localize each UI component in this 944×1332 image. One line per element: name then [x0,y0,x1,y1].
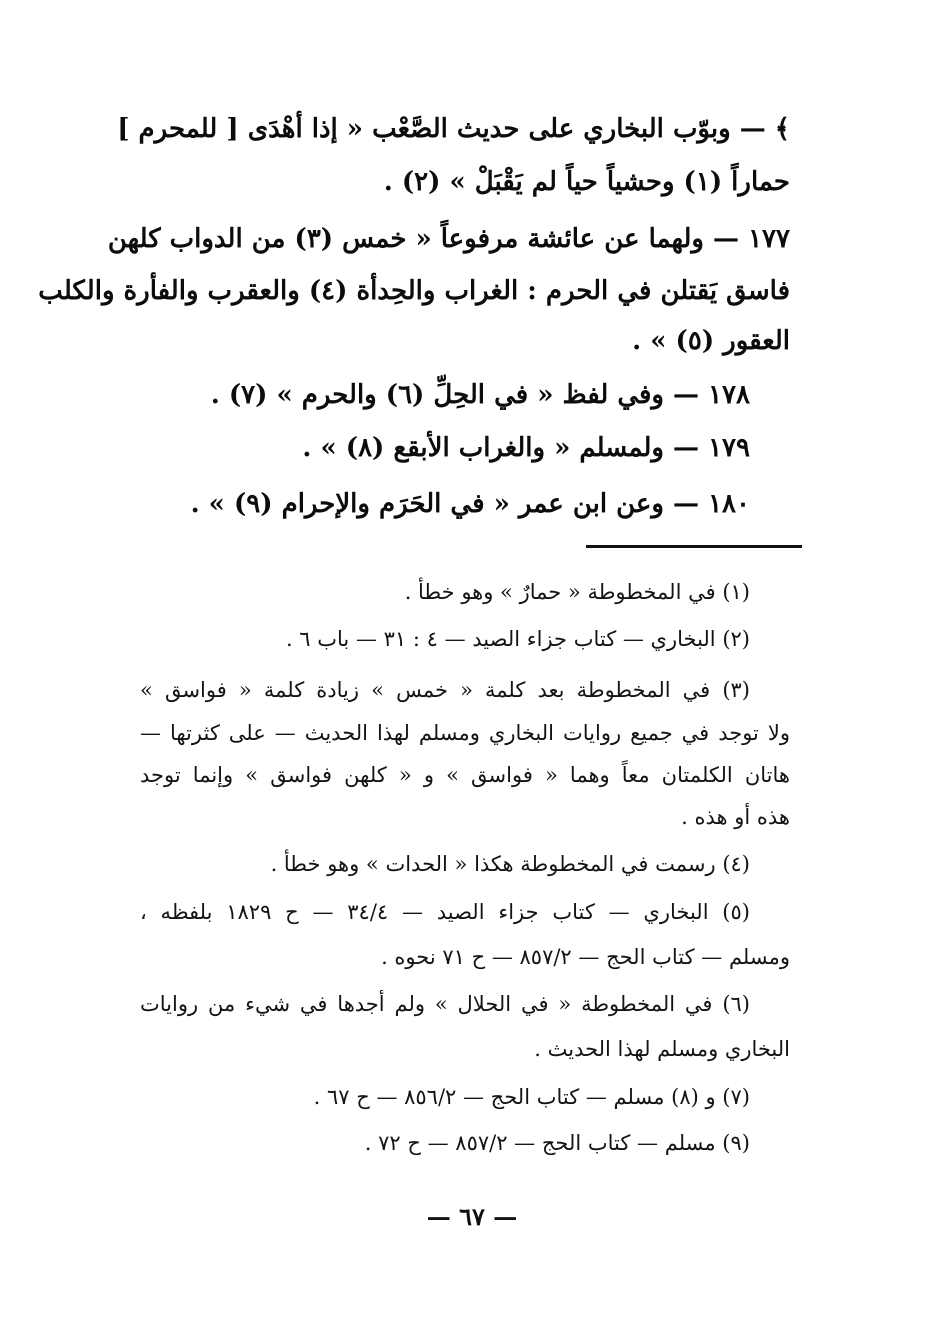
footnote-3-line-4: هذه أو هذه . [681,805,790,829]
intro-line-1: ﴾ — وبوّب البخاري على حديث الصَّعْب « إذا أهْدَى [ للمحرم ] [117,114,790,144]
intro-line-2: حماراً (١) وحشياً حياً لم يَقْبَلْ » (٢) . [383,167,790,197]
footnote-9: (٩) مسلم — كتاب الحج — ٨٥٧/٢ — ح ٧٢ . [364,1131,750,1155]
hadith-179: ١٧٩ — ولمسلم « والغراب الأبقع (٨) » . [302,433,750,463]
hadith-177-line-3: العقور (٥) » . [632,326,790,356]
footnote-6-line-1: (٦) في المخطوطة « في الحلال » ولم أجدها في شيء من روايات [140,992,750,1016]
footnote-4: (٤) رسمت في المخطوطة هكذا « الحدات » وهو خطأ . [270,852,750,876]
footnote-6-line-2: البخاري ومسلم لهذا الحديث . [534,1037,790,1061]
footnote-7-8: (٧) و (٨) مسلم — كتاب الحج — ٨٥٦/٢ — ح ٦٧ . [313,1085,750,1109]
hadith-180: ١٨٠ — وعن ابن عمر « في الحَرَم والإحرام (٩) » . [190,489,750,519]
hadith-178: ١٧٨ — وفي لفظ « في الحِلِّ (٦) والحرم » (٧) . [210,380,750,410]
footnote-3-line-2: ولا توجد في جميع روايات البخاري ومسلم لهذا الحديث — على كثرتها — [140,721,790,745]
footnote-5-line-2: ومسلم — كتاب الحج — ٨٥٧/٢ — ح ٧١ نحوه . [381,945,790,969]
footnote-2: (٢) البخاري — كتاب جزاء الصيد — ٤ : ٣١ — باب ٦ . [285,627,750,651]
hadith-177-line-1: ١٧٧ — ولهما عن عائشة مرفوعاً « خمس (٣) من الدواب كلهن [107,224,790,254]
footnote-3-line-1: (٣) في المخطوطة بعد كلمة « خمس » زيادة كلمة « فواسق » [140,678,750,702]
footnote-5-line-1: (٥) البخاري — كتاب جزاء الصيد — ٣٤/٤ — ح ١٨٢٩ بلفظه ، [140,900,750,924]
footnote-1: (١) في المخطوطة « حمارٌ » وهو خطأ . [404,580,750,604]
footnote-3-line-3: هاتان الكلمتان معاً وهما « فواسق » و « كلهن فواسق » وإنما توجد [140,763,790,787]
hadith-177-line-2: فاسق يَقتلن في الحرم : الغراب والحِدأة (٤) والعقرب والفأرة والكلب [38,276,790,306]
footnote-separator [586,545,802,548]
page-number: — ٦٧ — [426,1202,518,1231]
